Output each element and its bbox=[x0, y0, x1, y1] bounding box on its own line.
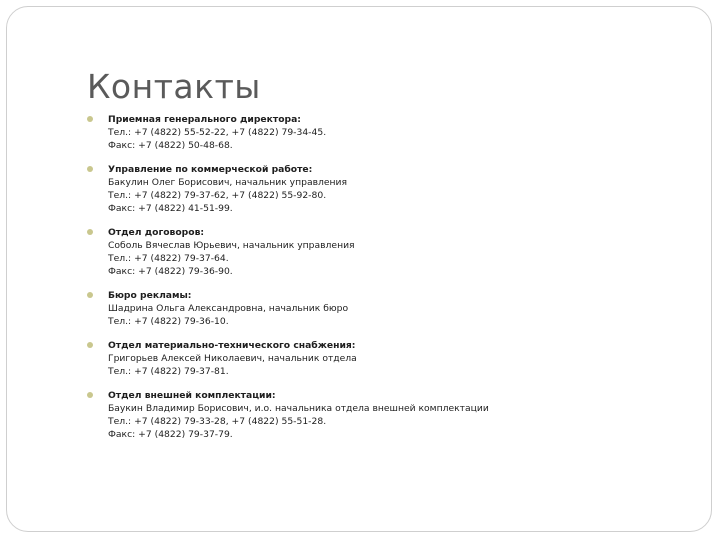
bullet-icon bbox=[87, 116, 93, 122]
item-line: Тел.: +7 (4822) 79-37-81. bbox=[108, 366, 229, 377]
list-item bbox=[87, 389, 687, 441]
bullet-icon bbox=[87, 292, 93, 298]
list-item bbox=[87, 289, 687, 328]
item-line: Факс: +7 (4822) 41-51-99. bbox=[108, 203, 233, 214]
item-line: Шадрина Ольга Александровна, начальник бюро bbox=[108, 303, 349, 314]
list-item bbox=[87, 163, 687, 215]
slide bbox=[6, 6, 712, 532]
item-heading: Отдел внешней комплектации: bbox=[108, 390, 276, 401]
item-line: Баукин Владимир Борисович, и.о. начальника отдела внешней комплектации bbox=[108, 403, 489, 414]
contact-list bbox=[87, 113, 687, 452]
item-line: Факс: +7 (4822) 79-37-79. bbox=[108, 429, 233, 440]
item-line: Тел.: +7 (4822) 79-37-62, +7 (4822) 55-92-80. bbox=[108, 190, 327, 201]
item-heading: Отдел материально-технического снабжения: bbox=[108, 340, 356, 351]
list-item bbox=[87, 226, 687, 278]
item-heading: Управление по коммерческой работе: bbox=[108, 164, 313, 175]
item-line: Тел.: +7 (4822) 79-37-64. bbox=[108, 253, 229, 264]
item-heading: Отдел договоров: bbox=[108, 227, 205, 238]
bullet-icon bbox=[87, 229, 93, 235]
item-heading: Бюро рекламы: bbox=[108, 290, 192, 301]
bullet-icon bbox=[87, 392, 93, 398]
bullet-icon bbox=[87, 166, 93, 172]
bullet-icon bbox=[87, 342, 93, 348]
item-line: Тел.: +7 (4822) 55-52-22, +7 (4822) 79-34-45. bbox=[108, 127, 327, 138]
list-item bbox=[87, 113, 687, 152]
item-line: Григорьев Алексей Николаевич, начальник отдела bbox=[108, 353, 357, 364]
item-line: Факс: +7 (4822) 50-48-68. bbox=[108, 140, 233, 151]
page-title: Контакты bbox=[87, 67, 261, 106]
item-line: Тел.: +7 (4822) 79-33-28, +7 (4822) 55-51-28. bbox=[108, 416, 327, 427]
item-line: Бакулин Олег Борисович, начальник управления bbox=[108, 177, 348, 188]
item-line: Тел.: +7 (4822) 79-36-10. bbox=[108, 316, 229, 327]
item-line: Соболь Вячеслав Юрьевич, начальник управления bbox=[108, 240, 355, 251]
list-item bbox=[87, 339, 687, 378]
item-line: Факс: +7 (4822) 79-36-90. bbox=[108, 266, 233, 277]
item-heading: Приемная генерального директора: bbox=[108, 114, 301, 125]
